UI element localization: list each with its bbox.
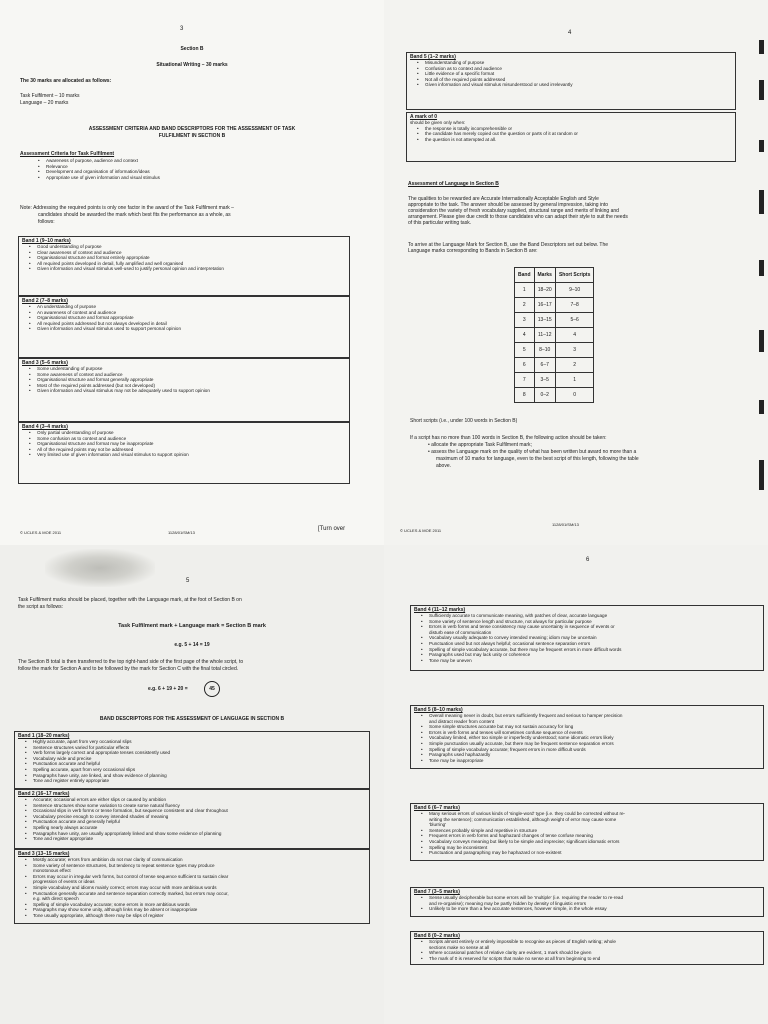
note-line2: candidates should be awarded the mark which best fits the performance as a whole, as [38,212,231,218]
band-heading: Band 5 (8–10 marks) [414,707,463,713]
page-number: 3 [180,26,184,32]
list-item: • Not all of the required points addressed [425,77,735,83]
list-item: • Simple punctuation usually accurate, but there may be frequent sentence separation errors [429,741,763,747]
list-item: • Some confusion as to context and audience [37,436,349,442]
list-item: • Given information and visual stimulus well-used to justify personal opinion and interpretation [37,266,349,272]
list-item: • Given information and visual stimulus used to support personal opinion [37,326,349,332]
table-cell: 4 [555,328,593,343]
table-cell: 9–10 [555,283,593,298]
band-box [410,803,764,861]
list-item: • Paragraphs may show some unity, although links may be absent or inappropriate [33,907,369,913]
list-item: • Spelling of simple vocabulary accurate; frequent errors in more difficult words [429,747,763,753]
mark-zero-box [406,112,736,162]
criteria-heading-line2: FULFILMENT IN SECTION B [158,133,226,139]
table-cell: 6 [515,358,535,373]
band-box [410,887,764,917]
list-item: • An awareness of context and audience [37,310,349,316]
language-assessment-title: Assessment of Language in Section B [408,181,499,187]
band-box [410,605,764,671]
list-item: • Many serious errors of various kinds of 'single-word' type (i.e. they could be corrected without re- [429,811,763,817]
list-item: • Spelling of simple vocabulary accurate, but there may be frequent errors in more difficult words [429,647,763,653]
table-cell: 2 [515,298,535,313]
list-item-continued: 'blurring' [429,822,447,828]
list-item: • Paragraphs used haphazardly [429,752,763,758]
list-item-continued: and distract reader from content [429,718,495,724]
band-heading: Band 6 (6–7 marks) [414,805,460,811]
list-item: • Punctuation accurate and generally helpful [33,819,369,825]
list-item: • Paragraphs have unity, are usually appropriately linked and show some evidence of planning [33,831,369,837]
paragraph-line: To arrive at the Language Mark for Section B, use the Band Descriptors set out below. The [408,242,609,248]
list-item: • Punctuation accurate and helpful [33,761,369,767]
list-item: • Mostly accurate; errors from ambition do not mar clarity of communication [33,857,369,863]
list-item: • Given information and visual stimulus may not be adequately used to support opinion [37,388,349,394]
list-item: • Tone may be uneven [429,658,763,664]
list-item: • Organisational structure and format entirely appropriate [37,255,349,261]
task-fulfilment-marks: Task Fulfilment – 10 marks [20,93,80,99]
table-cell: 0 [555,388,593,403]
short-scripts-note: Short scripts (i.e., under 100 words in Section B) [410,418,518,424]
list-item: • assess the Language mark on the quality of what has been written but award no more than a [428,449,637,455]
total-line: follow the mark for Section A and to be followed by the mark for Section C with the final total circled. [18,666,239,672]
turn-over: [Turn over [318,526,346,532]
section-heading: Section B [180,46,204,52]
list-item: • allocate the appropriate Task Fulfilment mark; [428,442,532,448]
list-item: • Frequent errors in verb forms and haphazard changes of tense confuse meaning [429,833,763,839]
list-item: • Some variety of sentence structures, but tendency to repeat sentence types may produce [33,863,369,869]
page-number: 5 [186,578,190,584]
list-item: • Awareness of purpose, audience and context [46,158,320,164]
list-item: • All of the required points may not be addressed [37,447,349,453]
table-cell: 3–5 [534,373,555,388]
table-cell: 13–15 [534,313,555,328]
page-4 [384,0,768,545]
list-item: • Very limited use of given information and visual stimulus to support opinion [37,452,349,458]
list-item: • An understanding of purpose [37,304,349,310]
short-scripts-rule: If a script has no more than 100 words in Section B, the following action should be taken: [410,435,607,441]
note-line3: follows: [38,219,55,225]
list-item: • Unlikely to be more than a few accurate sentences, however simple, in the whole essay [429,906,763,912]
edge-mark [759,190,764,214]
language-band-heading: BAND DESCRIPTORS FOR THE ASSESSMENT OF LANGUAGE IN SECTION B [99,716,285,722]
list-item: • Sentences probably simple and repetitive in structure [429,828,763,834]
list-item: • Vocabulary precise enough to convey intended shades of meaning [33,814,369,820]
list-item: • Punctuation used but not always helpful; occasional sentence separation errors [429,641,763,647]
list-item: • Verb forms largely correct and appropriate tenses consistently used [33,750,369,756]
paper-code: 1128/01/SM/13 [168,530,195,535]
page-6 [384,545,768,1024]
band-heading: Band 2 (16–17 marks) [18,791,70,797]
list-item: • Spelling may be inconsistent [429,845,763,851]
band-box [14,789,370,849]
table-cell: 11–12 [534,328,555,343]
band-heading: Band 5 (1–2 marks) [410,54,456,60]
table-cell: 7 [515,373,535,388]
list-item: • Tone may be inappropriate [429,758,763,764]
intro-line: Task Fulfilment marks should be placed, together with the Language mark, at the foot of Section B on [18,597,242,603]
mark-zero-sub: should be given only when: [410,120,466,125]
list-item: • Paragraphs have unity, are linked, and show evidence of planning [33,773,369,779]
example-2: e.g. 6 + 19 + 20 = [148,686,188,692]
edge-mark [759,400,764,414]
paper-code: 1128/01/SM/13 [552,522,579,527]
table-header: Marks [534,268,555,283]
list-item: • Tone and register entirely appropriate [33,778,369,784]
table-cell: 18–20 [534,283,555,298]
list-item: • Sufficiently accurate to communicate meaning, with patches of clear, accurate language [429,613,763,619]
table-cell: 5–6 [555,313,593,328]
band-heading: Band 4 (3–4 marks) [22,424,68,430]
list-item: • Misunderstanding of purpose [425,60,735,66]
list-item-continued: progression of events or ideas [33,879,95,885]
edge-mark [759,40,764,54]
table-header: Short Scripts [555,268,593,283]
list-item: • Occasional slips in verb forms or tense formation, but sequence consistent and clear throughout [33,808,369,814]
edge-mark [759,330,764,352]
list-item: • Spelling nearly always accurate [33,825,369,831]
list-item: • Simple vocabulary and idioms mainly correct; errors may occur with more ambitious words [33,885,369,891]
list-item-continued: sections make no sense at all [429,944,490,950]
band-box [18,236,350,296]
band-box [406,52,736,110]
formula: Task Fulfilment mark + Language mark = Section B mark [118,623,266,629]
list-item: • Good understanding of purpose [37,244,349,250]
table-cell: 8–10 [534,343,555,358]
edge-mark [759,140,764,152]
list-item-continued: maximum of 10 marks for language, even to the best script of this length, following the table [436,456,639,462]
list-item: • Most of the required points addressed (but not developed) [37,383,349,389]
band-marks-table [514,267,594,403]
list-item: • Given information and visual stimulus misunderstood or used irrelevantly [425,82,735,88]
list-item: • Tone usually appropriate, although there may be slips of register [33,913,369,919]
list-item-continued: monotonous effect [33,868,71,874]
table-cell: 4 [515,328,535,343]
table-cell: 8 [515,388,535,403]
mark-zero-heading: A mark of 0 [410,114,438,120]
list-item: • Errors in verb forms and tense consistency may cause uncertainty in sequence of events or [429,624,763,630]
table-cell: 16–17 [534,298,555,313]
band-heading: Band 1 (18–20 marks) [18,733,70,739]
table-row [515,298,594,313]
total-line: The Section B total is then transferred to the top right-hand side of the first page of the whole script, to [18,659,244,665]
list-item-continued: above. [436,463,452,469]
list-item: • Punctuation and paragraphing may be haphazard or non-existent [429,850,763,856]
table-row [515,388,594,403]
band-box [18,422,350,484]
paragraph-line: Language marks corresponding to Bands in Section B are: [408,248,538,254]
list-item: • Some understanding of purpose [37,366,349,372]
list-item: • Sense usually decipherable but some errors will be 'multiple' (i.e. requiring the reader to re-read [429,895,763,901]
list-item: • Punctuation generally accurate and sentence separation correctly marked, but errors may occur, [33,891,369,897]
table-cell: 2 [555,358,593,373]
list-item-continued: and re-organise); meaning may be partly hidden by density of linguistic errors [429,900,587,906]
list-item: • Appropriate use of given information and visual stimulus [46,175,320,181]
band-heading: Band 2 (7–8 marks) [22,298,68,304]
criteria-list [20,158,320,198]
list-item: • Confusion as to context and audience [425,66,735,72]
allocation-text: The 30 marks are allocated as follows: [20,78,112,84]
example-1: e.g. 5 + 14 = 19 [174,642,210,648]
table-row [515,328,594,343]
list-item: • Sentence structures show some variation to create some natural fluency [33,803,369,809]
list-item: • The mark of 0 is reserved for scripts that make no sense at all from beginning to end [429,956,763,962]
list-item: • Tone and register appropriate [33,836,369,842]
table-cell: 3 [555,343,593,358]
list-item: • Vocabulary conveys meaning but likely to be simple and imprecise; significant idiomatic errors [429,839,763,845]
list-item: • Spelling accurate, apart from very occasional slips [33,767,369,773]
table-cell: 3 [515,313,535,328]
table-cell: 0–2 [534,388,555,403]
note-line1: Note: Addressing the required points is only one factor in the award of the Task Fulfilment mark – [20,205,234,211]
band-box [14,731,370,789]
table-cell: 1 [555,373,593,388]
list-item: • Overall meaning never in doubt, but errors sufficiently frequent and serious to hamper precision [429,713,763,719]
band-heading: Band 4 (11–12 marks) [414,607,466,613]
list-item: • Errors may occur in irregular verb forms, but control of tense sequence sufficient to sustain clear [33,874,369,880]
table-cell: 6–7 [534,358,555,373]
list-item-continued: disturb ease of communication [429,629,492,635]
list-item: • Vocabulary limited, either too simple or imperfectly understood; some idiomatic errors likely [429,735,763,741]
band-heading: Band 1 (9–10 marks) [22,238,71,244]
table-cell: 7–8 [555,298,593,313]
language-marks: Language – 20 marks [20,100,69,106]
list-item-text: assess the Language mark on the quality of what has been written but award no more than a [431,449,637,455]
edge-mark [759,460,764,490]
list-item: • Clear awareness of context and audience [37,250,349,256]
table-cell: 1 [515,283,535,298]
list-item-text: allocate the appropriate Task Fulfilment mark; [431,442,532,448]
list-item: • Organisational structure and format may be inappropriate [37,441,349,447]
table-row [515,358,594,373]
table-row [515,343,594,358]
band-heading: Band 8 (0–2 marks) [414,933,460,939]
band-heading: Band 3 (5–6 marks) [22,360,68,366]
circled-total: 45 [204,681,220,697]
paragraph-line: of this particular writing task. [408,220,472,226]
page-number: 4 [568,30,572,36]
list-item: • Some awareness of context and audience [37,372,349,378]
list-item: • Scripts almost entirely or entirely impossible to recognise as pieces of English writing; whole [429,939,763,945]
list-item: • All required points addressed but not always developed in detail [37,321,349,327]
list-item: • Errors in verb forms and tenses will sometimes confuse sequence of events [429,730,763,736]
list-item: • Relevance [46,164,320,170]
page-3 [0,0,384,545]
table-header: Band [515,268,535,283]
band-box [14,849,370,924]
criteria-heading-line1: ASSESSMENT CRITERIA AND BAND DESCRIPTORS FOR THE ASSESSMENT OF TASK [88,126,296,132]
edge-mark [759,80,764,100]
list-item: • Organisational structure and format appropriate [37,315,349,321]
band-box [18,296,350,358]
list-item: • Some variety of sentence length and structure, not always for particular purpose [429,619,763,625]
list-item: • Highly accurate, apart from very occasional slips [33,739,369,745]
list-item: • the question is not attempted at all. [425,137,735,143]
list-item: • the response is totally incomprehensible or [425,126,735,132]
table-row [515,373,594,388]
list-item: • Organisational structure and format generally appropriate [37,377,349,383]
band-heading: Band 3 (13–15 marks) [18,851,70,857]
list-item: • Only partial understanding of purpose [37,430,349,436]
list-item: • All required points developed in detail, fully amplified and well organised [37,261,349,267]
list-item: • Vocabulary wide and precise [33,756,369,762]
table-cell: 5 [515,343,535,358]
paragraph-line: consideration the variety of fresh vocabulary supplied, structural range and merits of linking and [408,208,619,214]
list-item: • Accurate; occasional errors are either slips or caused by ambition [33,797,369,803]
edge-mark [759,260,764,276]
list-item: • Little evidence of a specific format [425,71,735,77]
paragraph-line: The qualities to be rewarded are Accurate Internationally Acceptable English and Style [408,196,599,202]
table-row [515,283,594,298]
page-number: 6 [586,557,590,563]
page-5 [0,545,384,1024]
band-box [410,931,764,965]
criteria-title: Assessment Criteria for Task Fulfilment [20,151,115,157]
list-item: • Development and organisation of information/ideas [46,169,320,175]
band-box [18,358,350,422]
copyright: © UCLES & MOE 2011 [400,528,442,533]
list-item: • Sentence structures varied for particular effects [33,745,369,751]
list-item-continued: e.g. with direct speech [33,896,79,902]
paragraph-line: arrangement. Please give due credit to those candidates who can adapt their style to suit the needs [408,214,628,220]
list-item-continued: writing the sentence); communication established, although weight of error may cause some [429,816,617,822]
list-item: • the candidate has merely copied out the question or parts of it at random or [425,131,735,137]
list-item: • Spelling of simple vocabulary accurate; some errors in more ambitious words [33,902,369,908]
paragraph-line: appropriate to the task. The answer should be assessed by general impression, taking into [408,202,609,208]
scan-smudge [45,549,155,587]
table-row [515,313,594,328]
list-item: • Vocabulary usually adequate to convey intended meaning; idiom may be uncertain [429,635,763,641]
copyright: © UCLES & MOE 2011 [20,530,62,535]
list-item: • Where occasional patches of relative clarity are evident, 1 mark should be given [429,950,763,956]
intro-line: the script as follows: [18,604,64,610]
band-box [410,705,764,769]
section-title: Situational Writing – 30 marks [156,62,228,68]
list-item: • Some simple structures accurate but may not sustain accuracy for long [429,724,763,730]
list-item: • Paragraphs used but may lack unity or coherence [429,652,763,658]
band-heading: Band 7 (3–5 marks) [414,889,460,895]
